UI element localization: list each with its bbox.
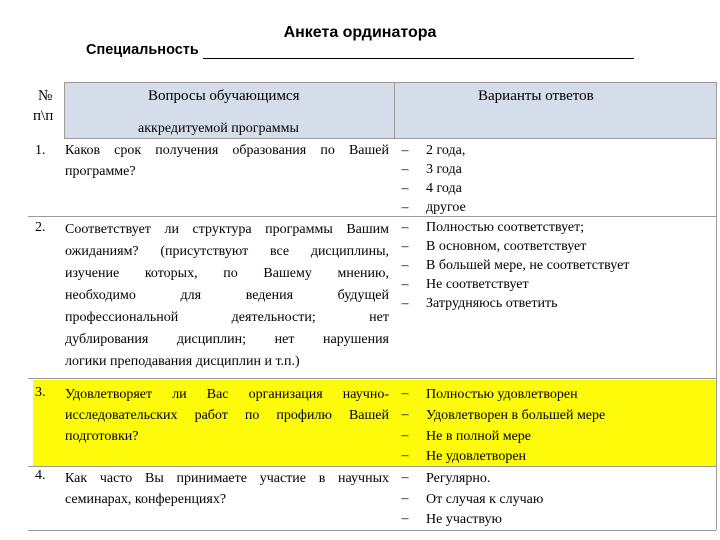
question-text-line: Удовлетворяет ли Вас организация научно- — [65, 387, 389, 402]
answer-option: Полностью соответствует; — [426, 220, 585, 235]
bullet-dash: – — [401, 162, 409, 177]
bullet-dash: – — [401, 239, 409, 254]
question-text-line: логики преподавания дисциплин и т.п.) — [65, 354, 300, 369]
grid-line — [64, 82, 716, 83]
specialty-fill-line — [203, 58, 634, 59]
bullet-dash: – — [401, 296, 409, 311]
question-text-line: дублирования дисциплин; нет нарушения — [65, 332, 389, 347]
bullet-dash: – — [401, 220, 409, 235]
grid-line — [394, 82, 395, 138]
row-number: 4. — [35, 468, 46, 483]
bullet-dash: – — [401, 428, 409, 443]
answer-option: Не соответствует — [426, 277, 529, 292]
question-text-line: программе? — [65, 164, 136, 179]
answer-option: 4 года — [426, 181, 462, 196]
grid-line — [64, 82, 65, 138]
question-text-line: семинарах, конференциях? — [65, 492, 227, 507]
col-questions-header: Вопросы обучающимся — [148, 88, 300, 104]
specialty-label: Специальность — [86, 42, 199, 58]
answer-option: В большей мере, не соответствует — [426, 258, 630, 273]
grid-line — [28, 378, 716, 379]
bullet-dash: – — [401, 386, 409, 401]
answer-option: 2 года, — [426, 143, 466, 158]
col-number-header-sub: п\п — [33, 108, 54, 124]
answer-option: Затрудняюсь ответить — [426, 296, 558, 311]
bullet-dash: – — [401, 277, 409, 292]
bullet-dash: – — [401, 491, 409, 506]
col-number-header: № — [38, 88, 53, 104]
bullet-dash: – — [401, 143, 409, 158]
grid-line — [28, 466, 716, 467]
row-number: 3. — [35, 385, 46, 400]
grid-line — [28, 216, 716, 217]
question-text-line: подготовки? — [65, 429, 139, 444]
bullet-dash: – — [401, 258, 409, 273]
question-text-line: ожиданиям? (присутствуют все дисциплины, — [65, 244, 389, 259]
col-questions-header-sub: аккредитуемой программы — [138, 121, 299, 136]
question-text-line: изучение которых, по Вашему мнению, — [65, 266, 389, 281]
question-text-line: Каков срок получения образования по Вашей — [65, 143, 389, 158]
question-text-line: Как часто Вы принимаете участие в научных — [65, 471, 389, 486]
row-number: 1. — [35, 143, 46, 158]
bullet-dash: – — [401, 200, 409, 215]
col-answers-header: Варианты ответов — [478, 88, 594, 104]
bullet-dash: – — [401, 470, 409, 485]
row-number: 2. — [35, 220, 46, 235]
question-text-line: необходимо для ведения будущей — [65, 288, 389, 303]
answer-option: В основном, соответствует — [426, 239, 587, 254]
answer-option: Регулярно. — [426, 471, 491, 486]
bullet-dash: – — [401, 511, 409, 526]
bullet-dash: – — [401, 448, 409, 463]
answer-option: Не удовлетворен — [426, 449, 527, 464]
grid-line — [28, 530, 716, 531]
bullet-dash: – — [401, 407, 409, 422]
answer-option: другое — [426, 200, 466, 215]
answer-option: От случая к случаю — [426, 492, 544, 507]
answer-option: Полностью удовлетворен — [426, 387, 578, 402]
answer-option: 3 года — [426, 162, 462, 177]
form-title: Анкета ординатора — [283, 24, 437, 41]
grid-line — [716, 82, 717, 530]
answer-option: Не в полной мере — [426, 429, 531, 444]
answer-option: Удовлетворен в большей мере — [426, 408, 606, 423]
answer-option: Не участвую — [426, 512, 503, 527]
question-text-line: исследовательских работ по профилю Вашей — [65, 408, 389, 423]
bullet-dash: – — [401, 181, 409, 196]
question-text-line: Соответствует ли структура программы Вашим — [65, 222, 389, 237]
question-text-line: профессиональной деятельности; нет — [65, 310, 389, 325]
